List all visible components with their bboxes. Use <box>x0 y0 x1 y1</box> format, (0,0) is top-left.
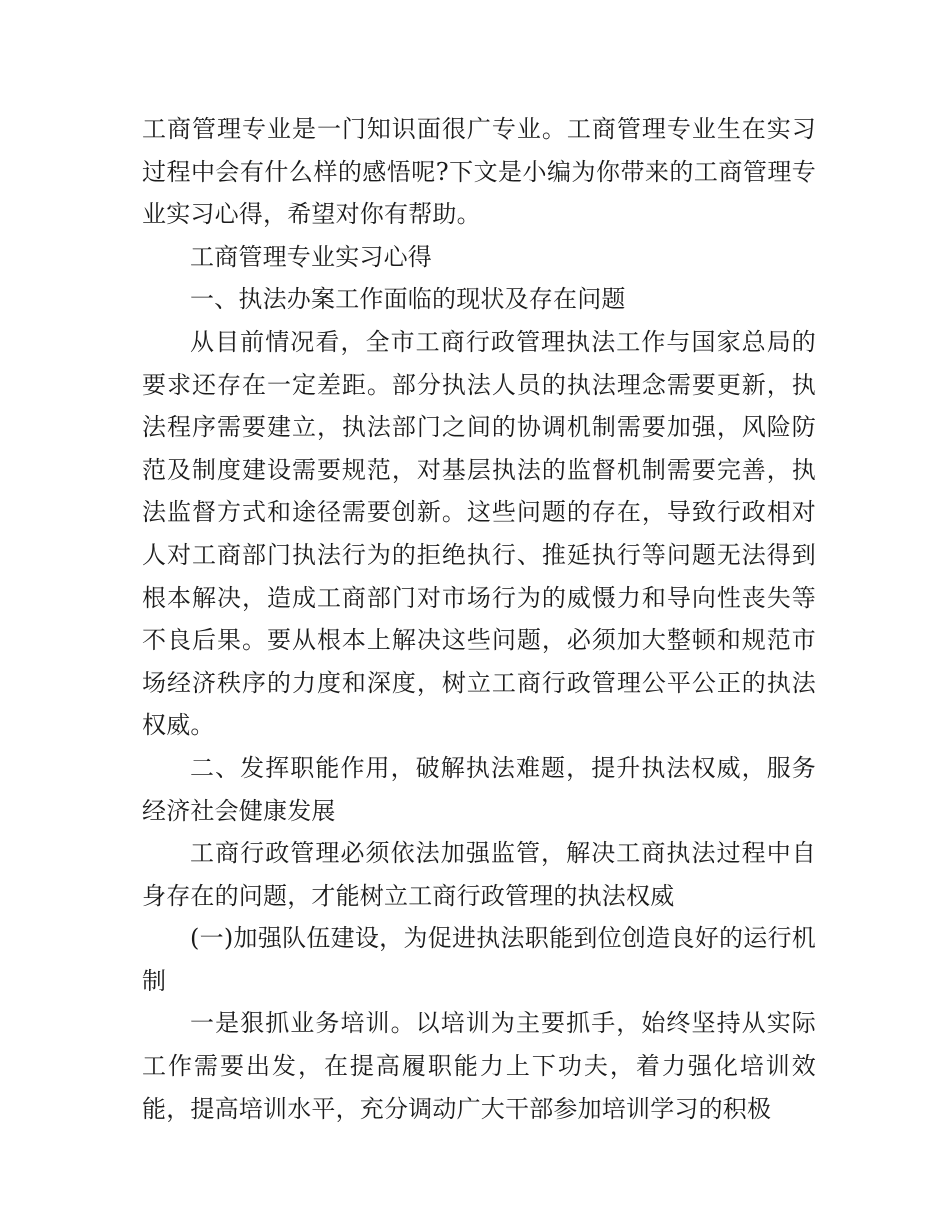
document-page <box>142 108 816 1130</box>
body-paragraph: 从目前情况看，全市工商行政管理执法工作与国家总局的要求还存在一定差距。部分执法人员的执法理念需要更新，执法程序需要建立，执法部门之间的协调机制需要加强，风险防范及制度建设需要规范，对基层执法的监督机制需要完善，执法监督方式和途径需要创新。这些问题的存在，导致行政相对人对工商部门执法行为的拒绝执行、推延执行等问题无法得到根本解决，造成工商部门对市场行为的威慑力和导向性丧失等不良后果。要从根本上解决这些问题，必须加大整顿和规范市场经济秩序的力度和深度，树立工商行政管理公平公正的执法权威。 <box>142 327 816 740</box>
document-title: 工商管理专业实习心得 <box>190 242 432 271</box>
subsection-heading: (一)加强队伍建设，为促进执法职能到位创造良好的运行机制 <box>142 924 816 995</box>
section-heading-2: 二、发挥职能作用，破解执法难题，提升执法权威，服务经济社会健康发展 <box>142 753 816 825</box>
section-heading-1: 一、执法办案工作面临的现状及存在问题 <box>190 285 626 314</box>
intro-paragraph: 工商管理专业是一门知识面很广专业。工商管理专业生在实习过程中会有什么样的感悟呢?下文是小编为你带来的工商管理专业实习心得，希望对你有帮助。 <box>142 115 816 229</box>
body-paragraph: 一是狠抓业务培训。以培训为主要抓手，始终坚持从实际工作需要出发，在提高履职能力上下功夫，着力强化培训效能，提高培训水平，充分调动广大干部参加培训学习的积极 <box>142 1009 816 1123</box>
body-paragraph: 工商行政管理必须依法加强监管，解决工商执法过程中自身存在的问题，才能树立工商行政管理的执法权威 <box>142 839 816 910</box>
